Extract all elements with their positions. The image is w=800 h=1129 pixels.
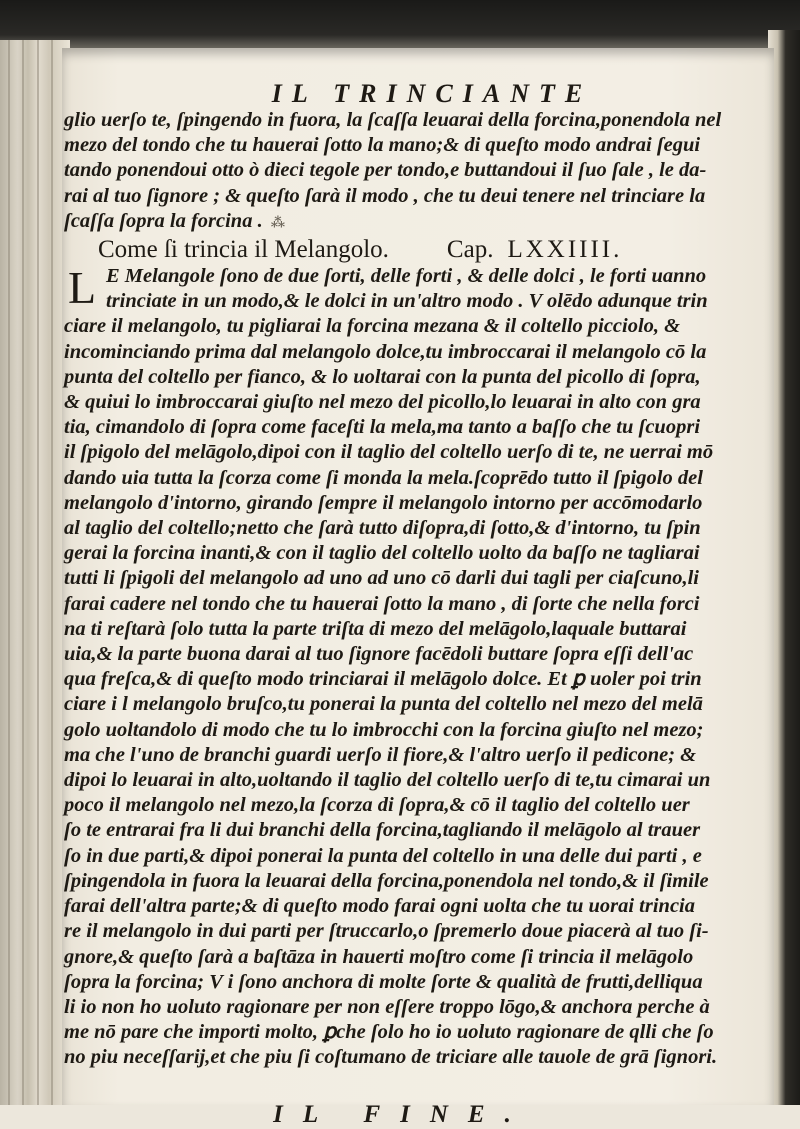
text-line: & quiui lo imbroccarai giuſto nel mezo del picollo,lo leuarai in alto con gra xyxy=(64,391,701,414)
text-line: golo uoltandolo di modo che tu lo imbrocchi con la forcina giuſto nel mezo; xyxy=(64,718,704,741)
text-line: poco il melangolo nel mezo,la ſcorza di ſopra,& cō il taglio del coltello uer xyxy=(64,794,690,817)
text-line: ciare i l melangolo bruſco,tu ponerai la punta del coltello nel mezo del melā xyxy=(64,693,703,716)
chapter-title: Come ſi trincia il Melangolo. xyxy=(98,236,389,264)
text-line: trinciate in un modo,& le dolci in un'altro modo . V olēdo adunque trin xyxy=(106,290,708,313)
text-line: gerai la forcina inanti,& con il taglio del coltello uolto da baſſo ne tagliarai xyxy=(64,542,700,565)
drop-cap: L xyxy=(68,262,97,314)
text-line: glio uerſo te, ſpingendo in fuora, la ſcaſſa leuarai della forcina,ponendola nel xyxy=(64,109,722,131)
text-line: farai cadere nel tondo che tu hauerai ſotto la mano , di ſorte che nella forci xyxy=(64,592,700,615)
text-line: al taglio del coltello;netto che ſarà tutto diſopra,di ſotto,& d'intorno, tu ſpin xyxy=(64,517,701,540)
gutter-streak xyxy=(22,40,24,1105)
text-line: mezo del tondo che tu hauerai ſotto la mano;& di queſto modo andrai ſegui xyxy=(64,134,701,157)
ornament-glyph: ⁂ xyxy=(270,215,286,231)
chapter-cap-label: Cap. xyxy=(446,236,494,264)
text-line: ſo te entrarai fra li dui branchi della forcina,tagliando il melāgolo al trauer xyxy=(64,819,701,842)
text-line: na ti reſtarà ſolo tutta la parte triſta di mezo del melāgolo,laquale buttarai xyxy=(64,617,687,640)
text-line: farai dell'altra parte;& di queſto modo farai ogni uolta che tu uorai trincia xyxy=(64,895,695,918)
paragraph-chapter-body xyxy=(62,264,742,1071)
text-line: punta del coltello per fianco, & lo uoltarai con la punta del picollo di ſopra, xyxy=(64,365,701,388)
text-line: incominciando prima dal melangolo dolce,tu imbroccarai il melangolo cō la xyxy=(64,340,707,363)
text-line: tando ponendoui otto ò dieci tegole per tondo,e buttandoui il ſuo ſale , le da- xyxy=(64,159,707,182)
paragraph-continued xyxy=(62,108,742,236)
text-line: il ſpigolo del melāgolo,dipoi con il taglio del coltello uerſo di te, ne uerrai mō xyxy=(64,441,714,464)
text-line: ſopra la forcina; V i ſono anchora di molte ſorte & qualità de frutti,delliqua xyxy=(64,970,703,993)
text-line: tia, cimandolo di ſopra come faceſti la mela,ma tanto a baſſo che tu ſcuopri xyxy=(64,416,701,439)
chapter-number: LXXIIII. xyxy=(507,236,623,264)
text-line: E Melangole ſono de due ſorti, delle forti , & delle dolci , le forti uanno xyxy=(106,265,707,288)
text-line: ciare il melangolo, tu pigliarai la forcina mezana & il coltello picciolo, & xyxy=(64,315,681,338)
page-text xyxy=(62,80,742,1129)
text-line: melangolo d'intorno, girando ſempre il melangolo intorno per accōmodarlo xyxy=(64,491,703,514)
text-line: dipoi lo leuarai in alto,uoltando il taglio del coltello uerſo di te,tu cimarai un xyxy=(64,769,711,792)
text-line: rai al tuo ſignore ; & queſto ſarà il modo , che tu deui tenere nel trinciare la xyxy=(64,184,706,207)
text-line: tutti li ſpigoli del melangolo ad uno ad uno cō darli dui tagli per ciaſcuno,li xyxy=(64,567,699,590)
text-line: gnore,& queſto ſarà a baſtāza in hauerti moſtro come ſi trincia il melāgolo xyxy=(64,945,694,968)
text-line: ſo in due parti,& dipoi ponerai la punta del coltello in una delle dui parti , e xyxy=(64,844,702,867)
running-head: IL TRINCIANTE xyxy=(271,79,593,108)
text-line: uia,& la parte buona darai al tuo ſignore facēdoli buttare ſopra eſſi dell'ac xyxy=(64,643,694,666)
text-line: li io non ho uoluto ragionare per non eſſere troppo lōgo,& anchora perche à xyxy=(64,995,710,1018)
chapter-heading xyxy=(62,236,742,264)
finis-colophon: IL FINE. xyxy=(273,1100,531,1128)
gutter-streak xyxy=(37,40,39,1105)
text-line xyxy=(64,209,742,236)
gutter-streak xyxy=(51,40,53,1105)
text-line: no piu neceſſarij,et che piu ſi coſtumano de triciare alle tauole de grā ſignori. xyxy=(64,1046,718,1069)
gutter-streak xyxy=(8,40,10,1105)
text-line: me nō pare che importi molto, ꝑche ſolo ho io uoluto ragionare de qlli che ſo xyxy=(64,1021,714,1044)
text-line: dando uia tutta la ſcorza come ſi monda la mela.ſcoprēdo tutto il ſpigolo del xyxy=(64,466,703,489)
text-line: ma che l'uno de branchi guardi uerſo il fiore,& l'altro uerſo il pedicone; & xyxy=(64,743,697,766)
text-line-content: ſcaſſa ſopra la forcina . xyxy=(64,209,263,232)
text-line: qua freſca,& di queſto modo trinciarai il melāgolo dolce. Et ꝑ uoler poi trin xyxy=(64,668,702,691)
text-line: re il melangolo in dui parti per ſtruccarlo,o ſpremerlo doue piacerà al tuo ſi- xyxy=(64,920,709,943)
book-gutter-edge xyxy=(0,40,70,1105)
text-line: ſpingendola in fuora la leuarai della forcina,ponendola nel tondo,& il ſimile xyxy=(64,869,709,892)
